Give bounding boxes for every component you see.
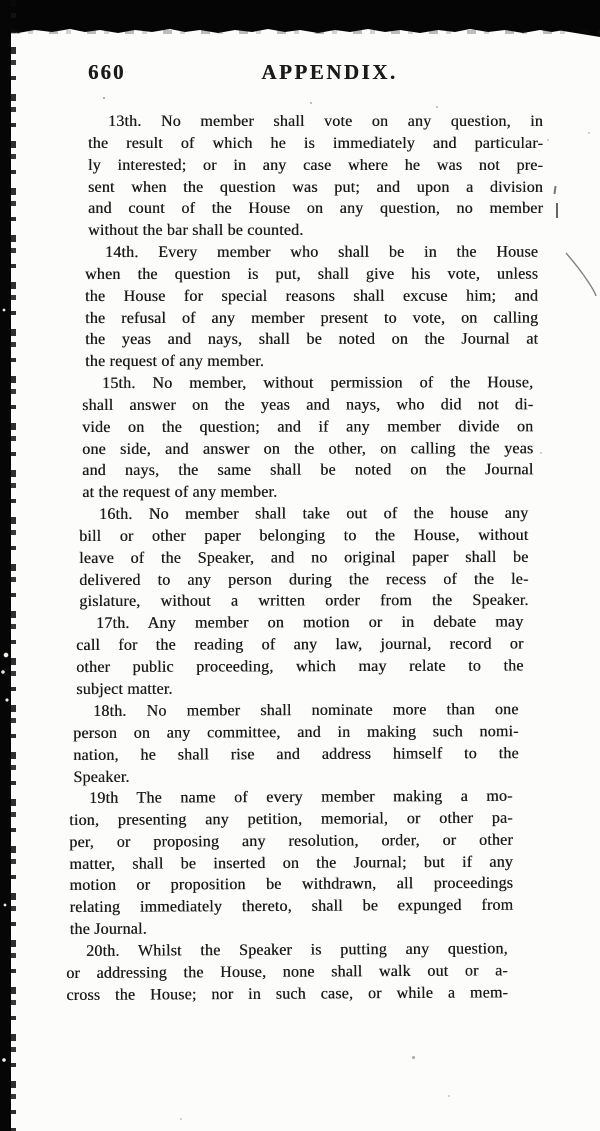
- text-line: the Journal.: [70, 920, 148, 939]
- text-line: and nays, the same shall be noted on the Journal: [81, 461, 534, 480]
- text-line: 20th. Whilst the Speaker is putting any question,: [86, 940, 509, 960]
- page-body: [66, 111, 543, 1007]
- paragraph: [73, 699, 519, 788]
- ink-tick-mark: [553, 186, 556, 194]
- page-header-title: APPENDIX.: [261, 60, 398, 84]
- text-line: the result of which he is immediately and particular-: [88, 134, 543, 152]
- text-line: the refusal of any member present to vote, on calling: [84, 309, 539, 327]
- text-line: motion or proposition be withdrawn, all proceedings: [69, 875, 514, 895]
- ink-speck: [436, 106, 438, 108]
- text-line: one side, and answer on the other, on calling the yeas: [81, 439, 534, 458]
- text-line: 17th. Any member on motion or in debate may: [95, 613, 524, 633]
- text-line: ly interested; or in any case where he was not pre-: [88, 156, 543, 174]
- ink-speck: [180, 1118, 182, 1120]
- paragraph: [82, 372, 533, 504]
- ink-speck: [547, 139, 549, 141]
- scan-border-left-rough-edge: [11, 0, 16, 1131]
- text-line: 18th. No member shall nominate more than one: [92, 700, 519, 720]
- text-line: relating immediately thereto, shall be expunged from: [69, 897, 514, 917]
- text-line: gislature, without a written order from the Speaker.: [78, 592, 529, 611]
- text-line: bill or other paper belonging to the House, without: [78, 526, 529, 546]
- scan-border-top: [0, 0, 600, 27]
- text-line: 19th The name of every member making a mo-: [89, 787, 514, 808]
- text-line: without the bar shall be counted.: [88, 222, 304, 240]
- paragraph: [69, 786, 513, 941]
- text-line: nation, he shall rise and address himself to the: [72, 744, 519, 764]
- text-line: the yeas and nays, shall be noted on the Journal at: [84, 331, 539, 349]
- text-line: call for the reading of any law, journal, record or: [75, 635, 524, 655]
- text-line: vide on the question; and if any member divide on: [81, 418, 534, 436]
- text-line: cross the House; nor in such case, or while a mem-: [66, 984, 509, 1004]
- text-line: per, or proposing any resolution, order, or other: [69, 831, 514, 851]
- paper-top-edge: [11, 30, 600, 34]
- text-line: sent when the question was put; and upon a division: [88, 178, 543, 196]
- text-line: when the question is put, shall give his vote, unless: [84, 265, 539, 283]
- paragraph: [88, 111, 543, 242]
- paragraph: [79, 503, 529, 613]
- ink-speck: [540, 452, 542, 454]
- page-number: 660: [88, 60, 126, 84]
- text-line: and count of the House on any question, no member: [88, 200, 543, 218]
- text-line: or addressing the House, none shall walk out or a-: [66, 962, 509, 982]
- text-line: 13th. No member shall vote on any question, in: [108, 113, 543, 130]
- ink-speck: [412, 1056, 415, 1059]
- ink-speck: [588, 132, 590, 134]
- text-line: person on any committee, and in making such nomi-: [72, 722, 519, 742]
- paragraph: [76, 612, 524, 701]
- text-line: subject matter.: [75, 680, 173, 698]
- text-line: other public proceeding, which may relate to the: [75, 657, 524, 677]
- text-line: Speaker.: [72, 768, 130, 786]
- scan-corner-top-right: [528, 0, 600, 42]
- scan-border-left: [0, 0, 11, 1131]
- text-line: matter, shall be inserted on the Journal; but if any: [69, 853, 514, 873]
- text-line: at the request of any member.: [82, 484, 278, 502]
- paragraph: [85, 242, 538, 373]
- text-line: 16th. No member shall take out of the house any: [98, 505, 529, 524]
- running-head: [88, 60, 543, 86]
- text-line: the request of any member.: [85, 353, 264, 371]
- text-line: shall answer on the yeas and nays, who did not di-: [81, 396, 534, 414]
- text-line: 15th. No member, without permission of the House,: [101, 374, 534, 393]
- text-line: delivered to any person during the recess of the le-: [78, 570, 529, 589]
- paragraph: [66, 938, 508, 1006]
- ink-bar-mark: [556, 203, 558, 218]
- ink-speck: [448, 1095, 450, 1097]
- text-line: 14th. Every member who shall be in the House: [104, 243, 539, 262]
- ink-speck: [310, 102, 312, 104]
- text-line: tion, presenting any petition, memorial, or other pa-: [69, 809, 514, 829]
- text-line: leave of the Speaker, and no original paper shall be: [78, 548, 529, 567]
- text-line: the House for special reasons shall excuse him; and: [84, 287, 539, 305]
- ink-speck: [103, 97, 105, 99]
